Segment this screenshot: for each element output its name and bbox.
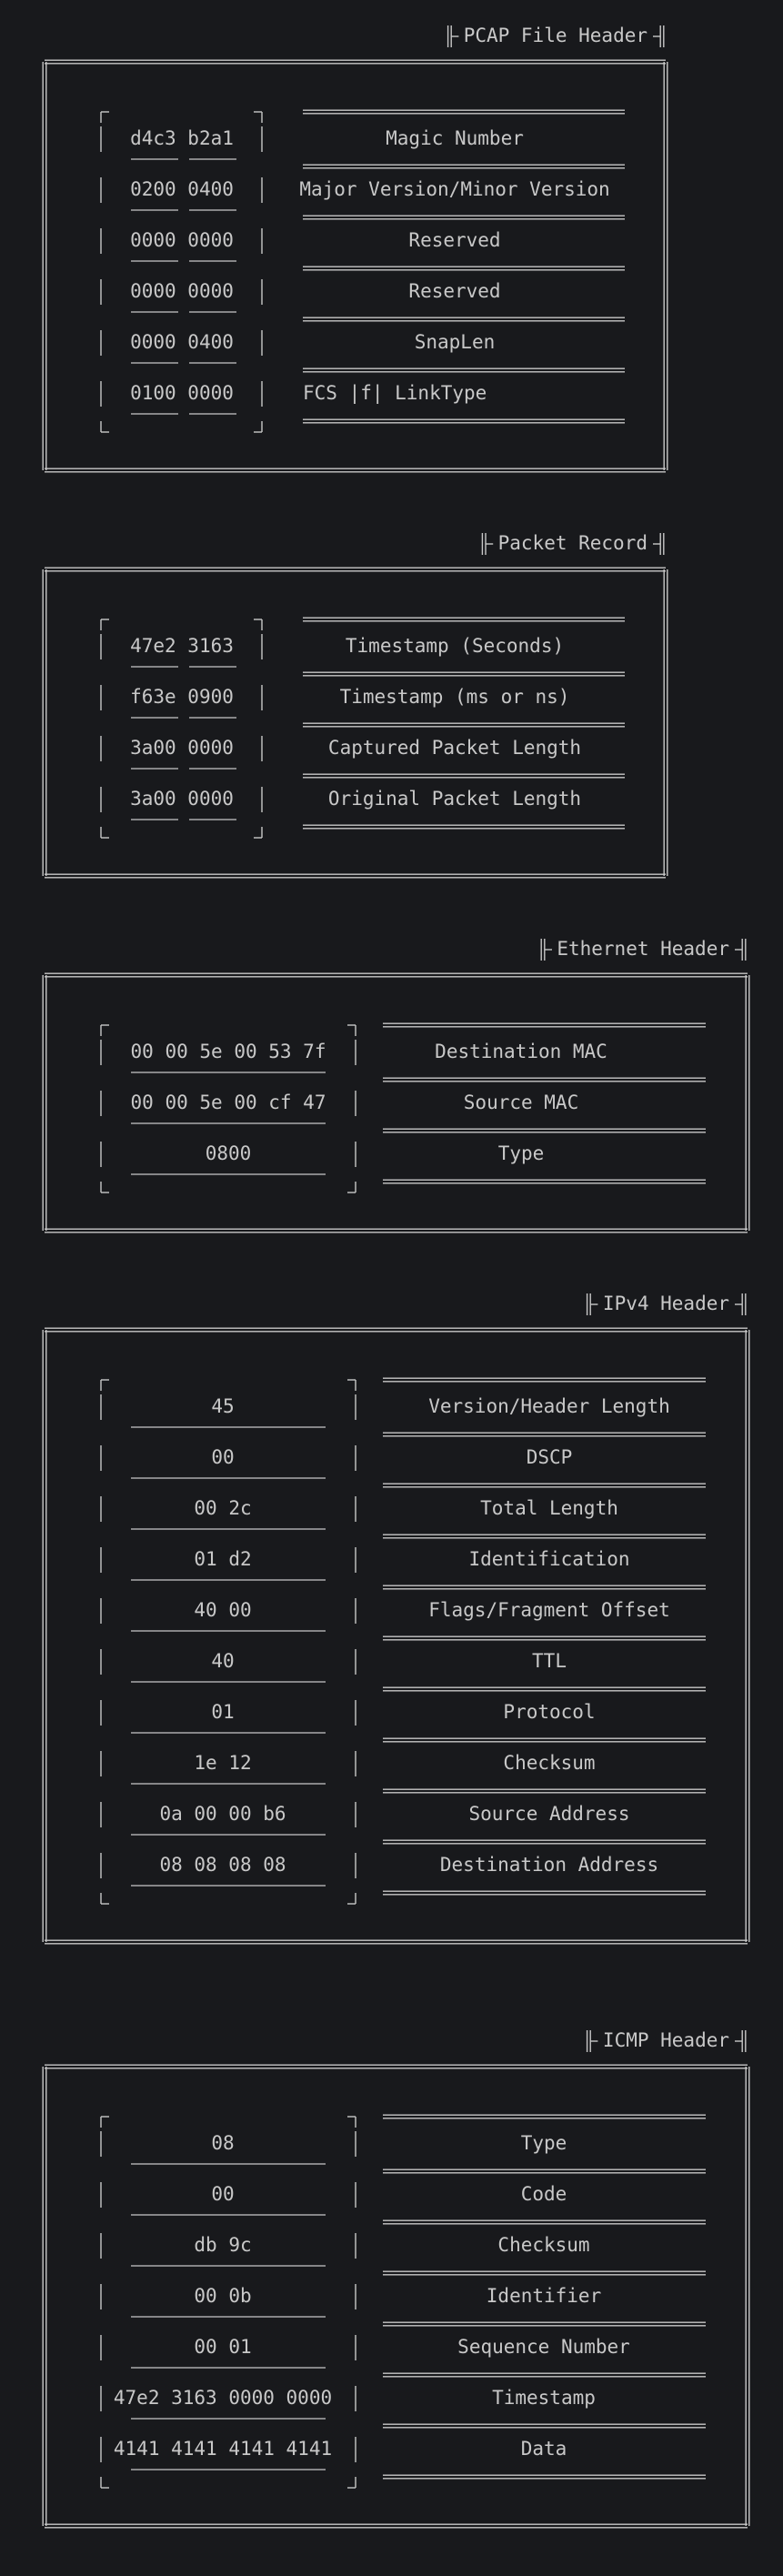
field-row bbox=[101, 1751, 706, 1793]
field-row bbox=[101, 1853, 706, 1895]
field-row bbox=[101, 1091, 706, 1132]
field-row bbox=[101, 2233, 706, 2275]
field-label: Captured Packet Length bbox=[327, 737, 582, 759]
field-value: 0000 0000 bbox=[130, 280, 234, 302]
field-label: Identifier bbox=[486, 2285, 602, 2307]
field-value: 00 01 bbox=[194, 2336, 252, 2358]
field-row bbox=[101, 2284, 706, 2326]
icmp-header bbox=[43, 2029, 749, 2528]
field-row bbox=[101, 228, 625, 270]
field-label: Reserved bbox=[408, 229, 501, 251]
field-value: f63e 0900 bbox=[130, 686, 234, 708]
field-row bbox=[101, 1802, 706, 1844]
field-label: DSCP bbox=[526, 1446, 573, 1468]
field-value: 0a 00 00 b6 bbox=[159, 1803, 286, 1825]
field-value: 00 bbox=[211, 2183, 235, 2205]
field-label: Checksum bbox=[503, 1752, 596, 1774]
pcap-file-header-title: PCAP File Header bbox=[463, 25, 647, 46]
field-row bbox=[101, 736, 625, 778]
field-label: Identification bbox=[468, 1548, 630, 1570]
field-label: Protocol bbox=[503, 1701, 596, 1723]
field-value: 40 bbox=[211, 1650, 235, 1672]
field-label: Timestamp (ms or ns) bbox=[339, 686, 570, 708]
field-label: Source MAC bbox=[463, 1092, 579, 1113]
field-value: 08 bbox=[211, 2132, 235, 2154]
field-label: Magic Number bbox=[386, 127, 524, 149]
field-row bbox=[101, 2131, 706, 2173]
field-row bbox=[101, 126, 625, 168]
field-value: 00 00 5e 00 cf 47 bbox=[130, 1092, 326, 1113]
field-value: 47e2 3163 0000 0000 bbox=[113, 2387, 333, 2409]
pcap-file-header bbox=[43, 25, 668, 472]
field-value: 01 bbox=[211, 1701, 235, 1723]
field-label: Source Address bbox=[468, 1803, 630, 1825]
field-value: 1e 12 bbox=[194, 1752, 252, 1774]
field-row bbox=[101, 2386, 706, 2428]
field-value: d4c3 b2a1 bbox=[130, 127, 234, 149]
field-row bbox=[101, 2437, 706, 2479]
field-row bbox=[101, 2182, 706, 2224]
field-row bbox=[101, 1700, 706, 1742]
field-value: 45 bbox=[211, 1395, 235, 1417]
field-value: 3a00 0000 bbox=[130, 788, 234, 810]
field-value: 0000 0400 bbox=[130, 331, 234, 353]
field-value: 00 2c bbox=[194, 1497, 252, 1519]
field-label: FCS |f| LinkType bbox=[303, 382, 487, 404]
field-label: Timestamp (Seconds) bbox=[345, 635, 565, 657]
field-value: 0100 0000 bbox=[130, 382, 234, 404]
field-value: 00 bbox=[211, 1446, 235, 1468]
ipv4-header bbox=[43, 1293, 749, 1944]
field-label: Type bbox=[520, 2132, 567, 2154]
field-label: Checksum bbox=[497, 2234, 590, 2256]
field-value: 00 00 5e 00 53 7f bbox=[130, 1041, 326, 1062]
field-value: 4141 4141 4141 4141 bbox=[113, 2438, 333, 2460]
icmp-header-title: ICMP Header bbox=[602, 2029, 729, 2051]
field-row bbox=[101, 634, 625, 676]
field-label: Version/Header Length bbox=[428, 1395, 670, 1417]
field-label: Major Version/Minor Version bbox=[299, 178, 610, 200]
field-label: Total Length bbox=[480, 1497, 618, 1519]
packet-record-title: Packet Record bbox=[497, 532, 647, 554]
field-label: SnapLen bbox=[414, 331, 496, 353]
field-label: Reserved bbox=[408, 280, 501, 302]
field-value: 3a00 0000 bbox=[130, 737, 234, 759]
field-value: 40 00 bbox=[194, 1599, 252, 1621]
field-row bbox=[101, 1142, 706, 1183]
field-label: Timestamp bbox=[492, 2387, 596, 2409]
field-label: Type bbox=[497, 1142, 545, 1164]
field-label: TTL bbox=[532, 1650, 567, 1672]
field-row bbox=[101, 1394, 706, 1436]
field-value: db 9c bbox=[194, 2234, 252, 2256]
field-value: 0800 bbox=[205, 1142, 252, 1164]
field-row bbox=[101, 330, 625, 372]
ethernet-header-title: Ethernet Header bbox=[557, 938, 729, 960]
field-label: Flags/Fragment Offset bbox=[428, 1599, 670, 1621]
field-row bbox=[101, 787, 625, 829]
field-value: 00 0b bbox=[194, 2285, 252, 2307]
field-value: 47e2 3163 bbox=[130, 635, 234, 657]
ipv4-header-title: IPv4 Header bbox=[602, 1293, 729, 1314]
field-label: Destination Address bbox=[439, 1854, 659, 1876]
field-row bbox=[101, 381, 625, 423]
field-value: 01 d2 bbox=[194, 1548, 252, 1570]
field-value: 0200 0400 bbox=[130, 178, 234, 200]
field-row bbox=[101, 1040, 706, 1082]
field-label: Code bbox=[520, 2183, 567, 2205]
field-value: 0000 0000 bbox=[130, 229, 234, 251]
field-row bbox=[101, 1649, 706, 1691]
field-row bbox=[101, 177, 625, 219]
field-label: Destination MAC bbox=[435, 1041, 607, 1062]
field-value: 08 08 08 08 bbox=[159, 1854, 286, 1876]
field-row bbox=[101, 1445, 706, 1487]
field-label: Original Packet Length bbox=[327, 788, 582, 810]
packet-record bbox=[43, 532, 668, 878]
ethernet-header bbox=[43, 938, 749, 1233]
field-row bbox=[101, 685, 625, 727]
field-row bbox=[101, 2335, 706, 2377]
field-label: Data bbox=[520, 2438, 567, 2460]
field-row bbox=[101, 1598, 706, 1640]
field-row bbox=[101, 279, 625, 321]
field-row bbox=[101, 1547, 706, 1589]
field-row bbox=[101, 1496, 706, 1538]
field-label: Sequence Number bbox=[457, 2336, 630, 2358]
